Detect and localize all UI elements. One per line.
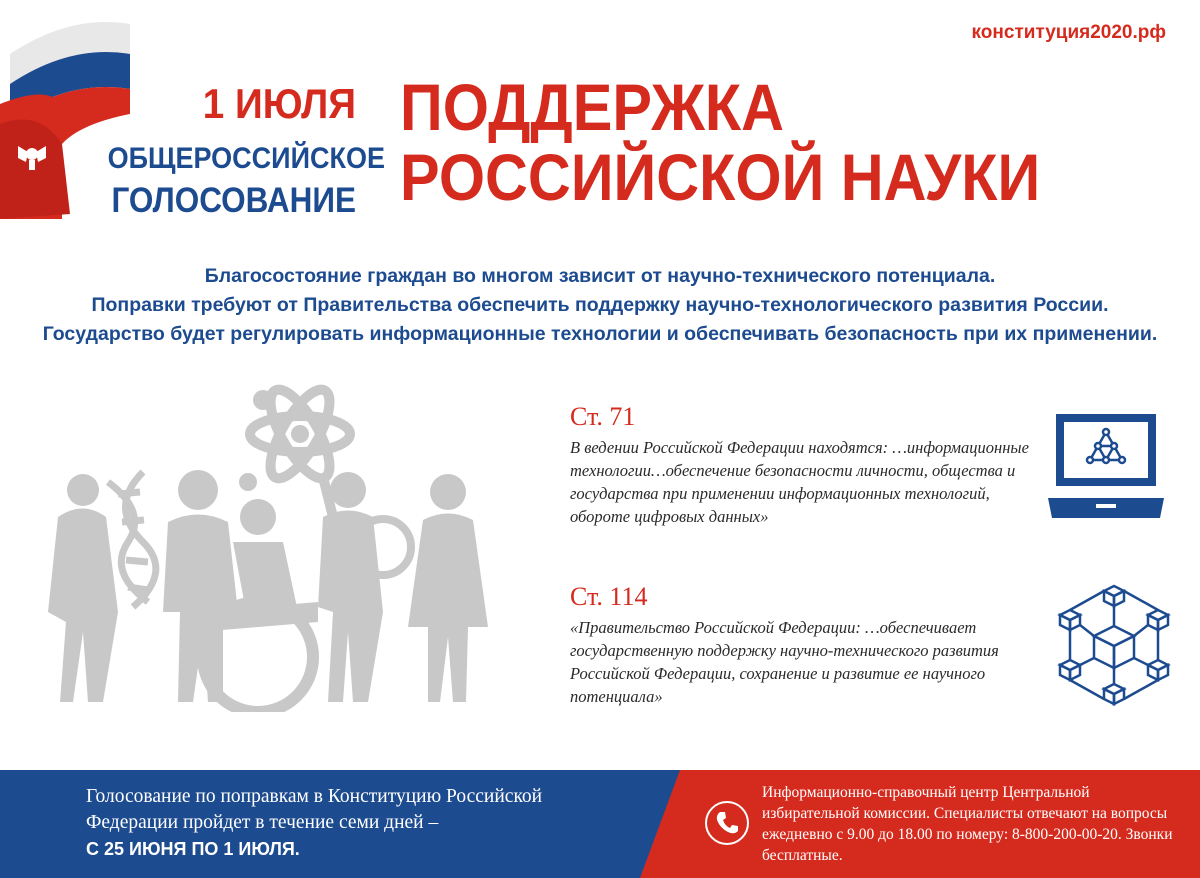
vote-date: 1 ИЮЛЯ (202, 80, 356, 127)
footer-vote-line1: Голосование по поправкам в Конституцию Российской (86, 786, 543, 807)
article-114-title: Ст. 114 (570, 582, 648, 611)
vote-label-line2: ГОЛОСОВАНИЕ (111, 181, 356, 220)
vote-label-line1: ОБЩЕРОССИЙСКОЕ (107, 142, 385, 175)
phone-icon (704, 800, 750, 846)
article-71 (570, 402, 1030, 528)
cubes-network-icon (1056, 582, 1172, 710)
page-title-line2: РОССИЙСКОЙ НАУКИ (400, 140, 1041, 214)
dna-icon (108, 472, 156, 607)
page-title (400, 72, 1040, 212)
lead-line1: Благосостояние граждан во многом зависит от научно-технического потенциала. (204, 265, 996, 287)
lead-line2: Поправки требуют от Правительства обеспечить поддержку научно-технологического развития России. (91, 294, 1109, 316)
lead-text (0, 262, 1200, 349)
footer (0, 770, 1200, 878)
scientists-illustration (48, 382, 508, 712)
article-71-text: В ведении Российской Федерации находятся: …информационные технологии…обеспечение безопасности личности, общества и государства при применении информационных технологий, обороте цифровых данных» (570, 438, 1029, 526)
footer-vote-dates: С 25 ИЮНЯ ПО 1 ИЮЛЯ. (86, 839, 300, 859)
lead-line3: Государство будет регулировать информационные технологии и обеспечивать безопасность при их применении. (42, 323, 1158, 345)
footer-vote-line2: Федерации пройдет в течение семи дней – (86, 812, 439, 833)
article-114-text: «Правительство Российской Федерации: …обеспечивает государственную поддержку научно-технического развития Российской Федерации, сохранение и развитие ее научного потенциала» (570, 618, 999, 706)
laptop-icon (1048, 412, 1164, 522)
article-114 (570, 582, 1030, 708)
site-url[interactable]: конституция2020.рф (971, 22, 1166, 43)
footer-vote-info (86, 784, 646, 862)
article-71-title: Ст. 71 (570, 402, 636, 431)
footer-helpline-info: Информационно-справочный центр Центральной избирательной комиссии. Специалисты отвечают на вопросы ежедневно с 9.00 до 18.00 по номеру: 8-800-200-00-20. Звонки бесплатные. (762, 784, 1173, 864)
page-title-line1: ПОДДЕРЖКА (400, 70, 785, 144)
